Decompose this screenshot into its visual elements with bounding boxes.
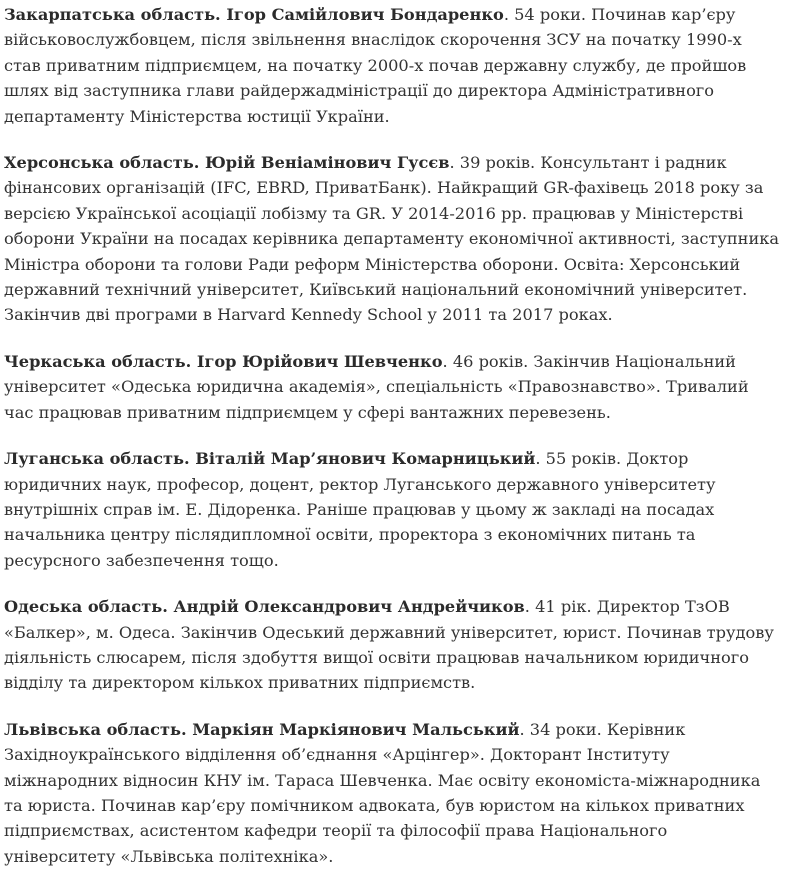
entry-cherkasy [4,349,783,425]
entry-odesa [4,594,783,696]
entry-text: . 41 рік. Директор ТзОВ «Балкер», м. Одеса. Закінчив Одеський державний університет, юрист. Починав трудову діяльність слюсарем, після здобуття вищої освіти працював начальником юридичного відділу та директором кількох приватних підприємств. [4,597,774,693]
entry-heading: Одеська область. Андрій Олександрович Андрейчиков [4,597,525,617]
entry-heading: Закарпатська область. Ігор Самійлович Бондаренко [4,5,504,24]
entry-text: . 39 років. Консультант і радник фінансових організацій (IFC, EBRD, ПриватБанк). Найкращий GR-фахівець 2018 року за версією Української асоціації лобізму та GR. У 2014-2016 рр. працював у Міністерстві оборони України на посадах керівника департаменту економічної активності, заступника Міністра оборони та голови Ради реформ Міністерства оборони. Освіта: Херсонський державний технічний університет, Київський національний економічний університет. Закінчив дві програми в Harvard Kennedy School у 2011 та 2017 роках. [4,153,780,325]
entry-zakarpattia [4,2,783,129]
entry-text: . 55 років. Доктор юридичних наук, професор, доцент, ректор Луганського державного університету внутрішніх справ ім. Е. Дідоренка. Раніше працював у цьому ж закладі на посадах начальника центру післядипломної освіти, проректора з економічних питань та ресурсного забезпечення тощо. [4,449,716,570]
entry-heading: Черкаська область. Ігор Юрійович Шевченко [4,351,443,371]
entry-kherson [4,150,783,328]
entry-text: . 54 роки. Починав кар’єру військовослужбовцем, після звільнення внаслідок скорочення ЗСУ на початку 1990-х став приватним підприємцем, на початку 2000-х почав державну службу, де пройшов шлях від заступника глави райдержадміністрації до директора Адміністративного департаменту Міністерства юстиції України. [4,5,747,126]
entry-heading: Львівська область. Маркіян Маркіянович Мальський [4,719,520,739]
entry-lviv [4,717,783,869]
entry-text: . 34 роки. Керівник Західноукраїнського відділення об’єднання «Арцінгер». Докторант Інституту міжнародних відносин КНУ ім. Тараса Шевченка. Має освіту економіста-міжнародника та юриста. Починав кар’єру помічником адвоката, був юристом на кількох приватних підприємствах, асистентом кафедри теорії та філософії права Національного університету «Львівська політехніка». [4,719,761,866]
entry-text: . 46 років. Закінчив Національний університет «Одеська юридична академія», спеціальність «Правознавство». Тривалий час працював приватним підприємцем у сфері вантажних перевезень. [4,351,749,422]
entry-heading: Луганська область. Віталій Мар’янович Комарницький [4,449,536,469]
entry-heading: Херсонська область. Юрій Веніамінович Гусєв [4,153,450,173]
entry-luhansk [4,446,783,573]
